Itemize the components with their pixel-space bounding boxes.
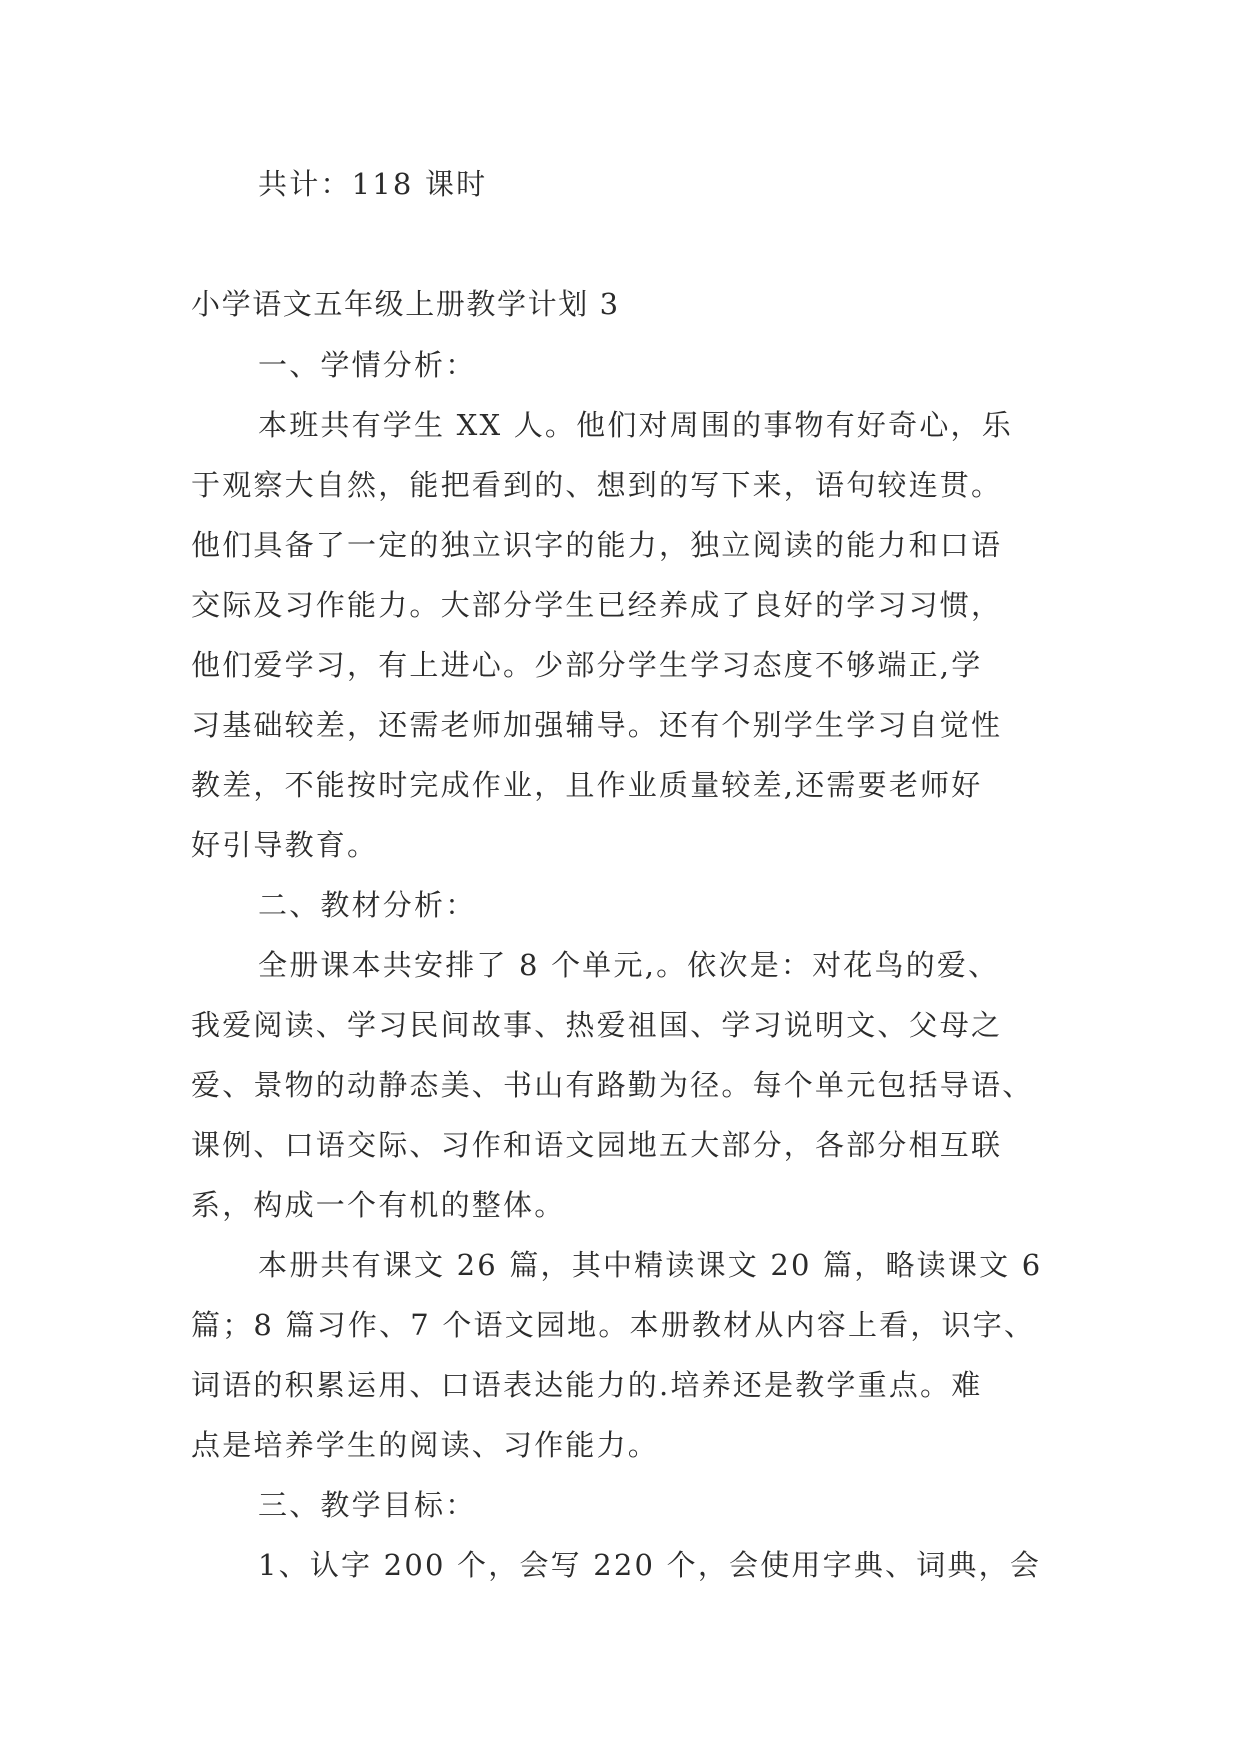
paragraph-line: 好引导教育。 xyxy=(191,828,379,862)
paragraph-line: 全册课本共安排了 8 个单元,。依次是：对花鸟的爱、 xyxy=(258,948,1000,982)
heading-student-analysis: 一、学情分析： xyxy=(258,348,477,382)
paragraph-line: 课例、口语交际、习作和语文园地五大部分，各部分相互联 xyxy=(191,1128,1003,1162)
paragraph-line: 1、认字 200 个，会写 220 个，会使用字典、词典，会 xyxy=(258,1548,1042,1582)
paragraph-line: 系，构成一个有机的整体。 xyxy=(191,1188,566,1222)
paragraph-line: 爱、景物的动静态美、书山有路勤为径。每个单元包括导语、 xyxy=(191,1068,1034,1102)
paragraph-line: 习基础较差，还需老师加强辅导。还有个别学生学习自觉性 xyxy=(191,708,1003,742)
paragraph-line: 我爱阅读、学习民间故事、热爱祖国、学习说明文、父母之 xyxy=(191,1008,1003,1042)
heading-textbook-analysis: 二、教材分析： xyxy=(258,888,477,922)
section-title: 小学语文五年级上册教学计划 3 xyxy=(191,287,620,321)
paragraph-line: 于观察大自然，能把看到的、想到的写下来，语句较连贯。 xyxy=(191,468,1003,502)
paragraph-line: 本班共有学生 XX 人。他们对周围的事物有好奇心，乐 xyxy=(258,408,1013,442)
paragraph-line: 交际及习作能力。大部分学生已经养成了良好的学习习惯， xyxy=(191,588,1003,622)
paragraph-line: 点是培养学生的阅读、习作能力。 xyxy=(191,1428,660,1462)
total-hours-line: 共计：118 课时 xyxy=(258,167,488,201)
paragraph-line: 篇；8 篇习作、7 个语文园地。本册教材从内容上看，识字、 xyxy=(191,1308,1036,1342)
paragraph-line: 词语的积累运用、口语表达能力的.培养还是教学重点。难 xyxy=(191,1368,983,1402)
paragraph-line: 他们具备了一定的独立识字的能力，独立阅读的能力和口语 xyxy=(191,528,1003,562)
heading-teaching-goals: 三、教学目标： xyxy=(258,1488,477,1522)
paragraph-line: 他们爱学习，有上进心。少部分学生学习态度不够端正,学 xyxy=(191,648,983,682)
paragraph-line: 教差，不能按时完成作业，且作业质量较差,还需要老师好 xyxy=(191,768,983,802)
paragraph-line: 本册共有课文 26 篇，其中精读课文 20 篇，略读课文 6 xyxy=(258,1248,1043,1282)
